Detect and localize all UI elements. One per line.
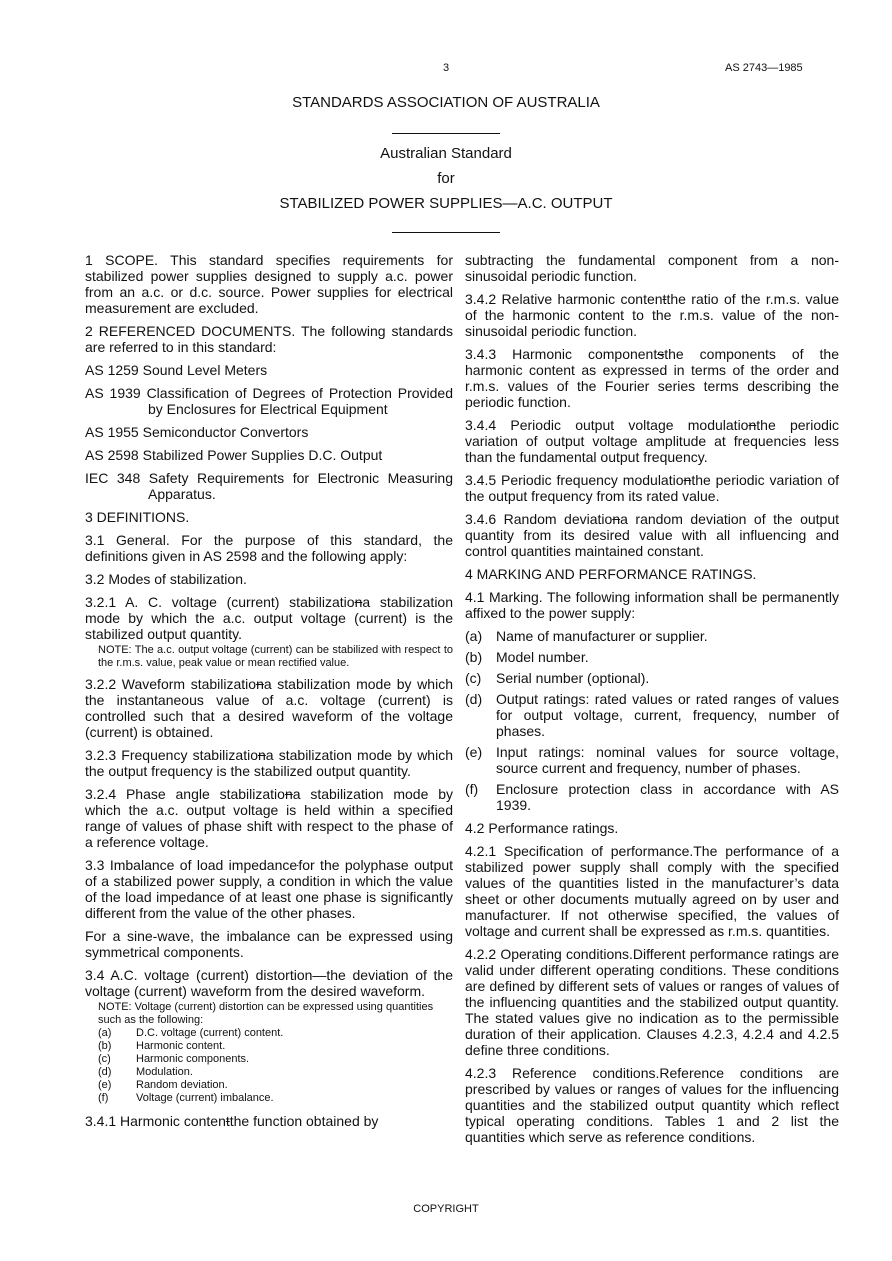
definition: the periodic variation of the output frequency from its rated value. [465, 472, 839, 504]
term: 4.2.3 Reference conditions. [465, 1065, 660, 1081]
item-text: Voltage (current) imbalance. [136, 1092, 274, 1104]
definition: a stabilization mode by which the a.c. output voltage (current) is the stabilized output quantity. [85, 594, 454, 642]
clause-3-2-4: 3.2.4 Phase angle stabilizationa stabilization mode by which the a.c. output voltage is held within a specified range of values of phase shift with respect to the phase of a reference voltage. [85, 786, 453, 850]
note-list-item [98, 1079, 453, 1092]
term: 3.4.5 Periodic frequency modulatio [465, 472, 684, 488]
right-column [465, 252, 839, 1152]
marking-item [465, 781, 839, 813]
term: 4.2.1 Specification of performance. [465, 843, 694, 859]
clause-3-4-2: 3.4.2 Relative harmonic contentthe ratio of the r.m.s. value of the harmonic content to the r.m.s. value of the non-sinusoidal periodic function. [465, 291, 839, 339]
document-title: STABILIZED POWER SUPPLIES—A.C. OUTPUT [279, 195, 613, 212]
item-key: (c) [465, 670, 482, 686]
left-column [85, 252, 453, 1136]
clause-3-4-5: 3.4.5 Periodic frequency modulationthe periodic variation of the output frequency from its rated value. [465, 472, 839, 504]
term: 3.2.3 Frequency stabilizatio [85, 747, 258, 763]
marking-item [465, 670, 839, 686]
item-key: (d) [465, 691, 483, 707]
item-key: (d) [98, 1066, 112, 1078]
item-key: (e) [465, 744, 483, 760]
title-line-1: Australian Standard [380, 145, 512, 162]
definition: the ratio of the r.m.s. value of the harmonic content to the r.m.s. value of the non-sinusoidal periodic function. [465, 291, 839, 339]
clause-4-2-2 [465, 946, 839, 1058]
clause-3-2-2: 3.2.2 Waveform stabilizationa stabilization mode by which the instantaneous value of a.c. voltage (current) is controlled such that a desired waveform of the voltage (current) is obtained. [85, 676, 453, 740]
item-key: (a) [465, 628, 483, 644]
item-key: (f) [98, 1092, 109, 1104]
clause-3-2: 3.2 Modes of stabilization. [85, 571, 247, 587]
clause-3-4-6: 3.4.6 Random deviationa random deviation of the output quantity from its desired value with all influencing and control quantities maintained constant. [465, 511, 839, 559]
title-rule-top [392, 133, 500, 134]
term: 3.4.3 Harmonic component [465, 346, 658, 362]
marking-item [465, 744, 839, 776]
definitions-heading: 3 DEFINITIONS. [85, 509, 190, 525]
item-key: (b) [465, 649, 483, 665]
note: NOTE: The a.c. output voltage (current) can be stabilized with respect to the r.m.s. value, peak value or mean rectified value. [98, 644, 453, 669]
item-text: Harmonic content. [136, 1040, 226, 1052]
item-text: Input ratings: nominal values for source voltage, source current and frequency, number of phases. [496, 744, 839, 776]
clause-4-1: 4.1 Marking. The following information shall be permanently affixed to the power supply: [465, 589, 839, 621]
definition: the periodic variation of output voltage amplitude at frequencies less than the fundamental output frequency. [465, 417, 839, 465]
clause-3-4-1: 3.4.1 Harmonic contentthe function obtained by [85, 1113, 379, 1129]
clause-3-4-1-continued: subtracting the fundamental component from a non-sinusoidal periodic function. [465, 252, 839, 284]
clause-3-1: 3.1 General. For the purpose of this standard, the definitions given in AS 2598 and the following apply: [85, 532, 453, 564]
clause-4-2: 4.2 Performance ratings. [465, 820, 619, 836]
title-rule-bottom [392, 232, 500, 233]
clause-3-3 [85, 857, 453, 921]
referenced-documents-clause: 2 REFERENCED DOCUMENTS. The following standards are referred to in this standard: [85, 323, 453, 355]
definition: the components of the harmonic content as expressed in terms of the order and r.m.s. values of the Fourier series terms describing the periodic function. [465, 346, 839, 410]
note [98, 1001, 453, 1027]
title-line-2: for [437, 170, 455, 187]
definition: the function obtained by [229, 1113, 379, 1129]
item-text: Name of manufacturer or supplier. [496, 628, 708, 644]
item-key: (c) [98, 1053, 111, 1065]
term: 3.2.1 A. C. voltage (current) stabilizatio [85, 594, 355, 610]
item-text: Enclosure protection class in accordance with AS 1939. [496, 781, 839, 813]
note-list-item [98, 1053, 453, 1066]
term: 3.4.6 Random deviatio [465, 511, 613, 527]
section-4-heading: 4 MARKING AND PERFORMANCE RATINGS. [465, 566, 757, 582]
definition: for the polyphase output of a stabilized power supply, a condition in which the value of the load impedance of at least one phase is significantly different from the value of the other phases. [85, 857, 453, 921]
term: 3.2.2 Waveform stabilizatio [85, 676, 257, 692]
page-number: 3 [442, 62, 450, 74]
item-text: Serial number (optional). [496, 670, 650, 686]
clause-3-2-3: 3.2.3 Frequency stabilizationa stabilization mode by which the output frequency is the stabilized output quantity. [85, 747, 453, 779]
note-list-item [98, 1066, 453, 1079]
item-key: (b) [98, 1040, 112, 1052]
reference-item: AS 2598 Stabilized Power Supplies D.C. Output [85, 447, 383, 463]
item-text: Harmonic components. [136, 1053, 250, 1065]
item-key: (f) [465, 781, 479, 797]
note-list-item [98, 1092, 453, 1105]
item-text: Modulation. [136, 1066, 193, 1078]
term: 3.4.4 Periodic output voltage modulatio [465, 417, 749, 433]
note-list-item [98, 1040, 453, 1053]
scope-clause: 1 SCOPE. This standard specifies requirements for stabilized power supplies designed to supply a.c. power from an a.c. or d.c. source. Power supplies for electrical measurement are excluded. [85, 252, 453, 316]
note-list-item [98, 1027, 453, 1040]
clause-3-4: 3.4 A.C. voltage (current) distortion—the deviation of the voltage (current) waveform from the desired waveform. [85, 967, 453, 999]
item-key: (e) [98, 1079, 112, 1091]
marking-item [465, 691, 839, 739]
clause-3-2-1: 3.2.1 A. C. voltage (current) stabilizationa stabilization mode by which the a.c. output voltage (current) is the stabilized output quantity. [85, 594, 454, 642]
term: 3.2.4 Phase angle stabilizatio [85, 786, 285, 802]
term: 3.3 Imbalance of load impedance [85, 857, 298, 873]
definition: a stabilization mode by which the instantaneous value of a.c. voltage (current) is controlled such that a desired waveform of the voltage (current) is obtained. [85, 676, 453, 740]
item-text: Model number. [496, 649, 589, 665]
term: 3.4.2 Relative harmonic conten [465, 291, 663, 307]
reference-item: AS 1259 Sound Level Meters [85, 362, 268, 378]
definition: a stabilization mode by which the a.c. output voltage is held within a specified range of values of phase shift with respect to the phase of a reference voltage. [85, 786, 453, 850]
marking-item [465, 649, 839, 665]
definition: a stabilization mode by which the output frequency is the stabilized output quantity. [85, 747, 453, 779]
reference-item: AS 1955 Semiconductor Convertors [85, 424, 309, 440]
item-text: D.C. voltage (current) content. [136, 1027, 284, 1039]
term: 4.2.2 Operating conditions. [465, 946, 633, 962]
item-key: (a) [98, 1027, 112, 1039]
clause-4-2-1 [465, 843, 839, 939]
organization-title: STANDARDS ASSOCIATION OF AUSTRALIA [292, 94, 600, 111]
item-text: Random deviation. [136, 1079, 228, 1091]
marking-item [465, 628, 839, 644]
standard-id: AS 2743—1985 [725, 62, 803, 74]
reference-item: IEC 348 Safety Requirements for Electronic Measuring Apparatus. [85, 470, 453, 502]
reference-item: AS 1939 Classification of Degrees of Protection Provided by Enclosures for Electrical Equipment [85, 385, 453, 417]
definition: a random deviation of the output quantity from its desired value with all influencing and control quantities maintained constant. [465, 511, 839, 559]
clause-4-2-3 [465, 1065, 839, 1145]
note-text: NOTE: Voltage (current) distortion can be expressed using quantities such as the following: [98, 1001, 434, 1026]
definition: The performance of a stabilized power supply shall comply with the specified values of the quantities listed in the manufacturer’s data sheet or other documents mutually agreed on by user and manufacturer. If not otherwise specified, the values of voltage and current shall be expressed as r.m.s. quantities. [465, 843, 839, 939]
term: 3.4.1 Harmonic conten [85, 1113, 226, 1129]
sine-wave-paragraph: For a sine-wave, the imbalance can be expressed using symmetrical components. [85, 928, 453, 960]
definition: Reference conditions are prescribed by values or ranges of values for the influencing quantities and the stabilized output quantity which reflect typical operating conditions. Tables 1 and 2 list the quantities which serve as reference conditions. [465, 1065, 839, 1145]
item-text: Output ratings: rated values or rated ranges of values for output voltage, current, frequency, number of phases. [496, 691, 839, 739]
copyright-footer: COPYRIGHT [413, 1203, 479, 1215]
clause-3-4-3: 3.4.3 Harmonic componentsthe components of the harmonic content as expressed in terms of the order and r.m.s. values of the Fourier series terms describing the periodic function. [465, 346, 839, 410]
clause-3-4-4: 3.4.4 Periodic output voltage modulationthe periodic variation of output voltage amplitude at frequencies less than the fundamental output frequency. [465, 417, 839, 465]
definition: Different performance ratings are valid under different operating conditions. These conditions are defined by different sets of values or ranges of values of the influencing quantities and the stabilized output quantity. The stated values give no indication as to the permissible duration of their application. Clauses 4.2.3, 4.2.4 and 4.2.5 define three conditions. [465, 946, 839, 1058]
